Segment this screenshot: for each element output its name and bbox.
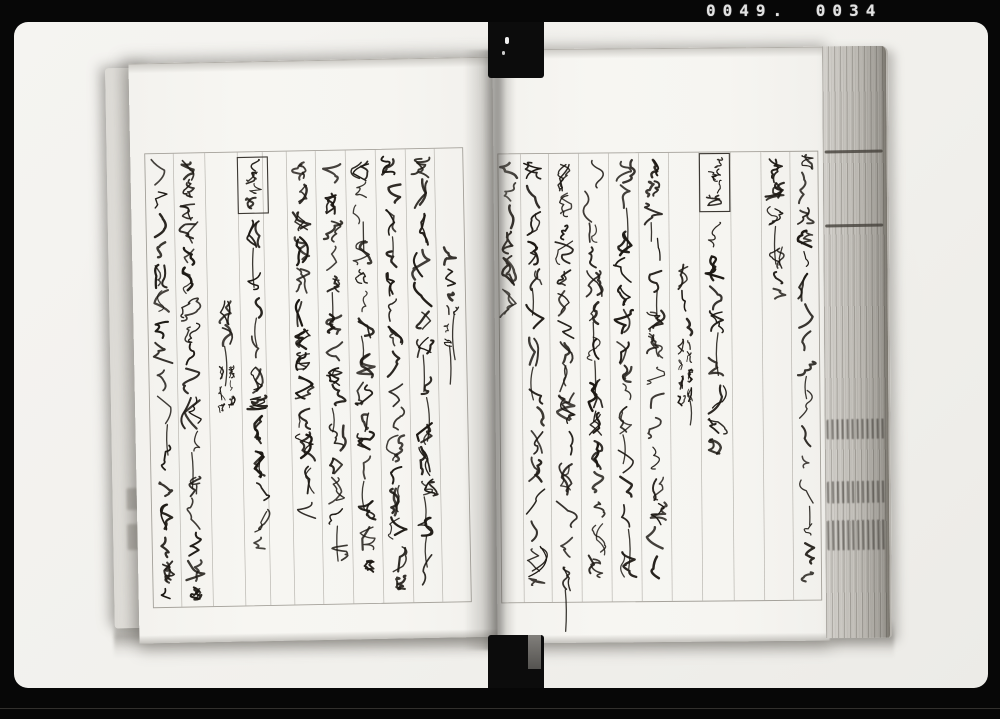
manuscript-column: [644, 160, 668, 579]
column-rule: [548, 154, 552, 602]
column-rule: [730, 152, 734, 600]
manuscript-column: [410, 158, 439, 585]
column-annotation: [442, 247, 460, 384]
column-rule: [761, 152, 765, 600]
fore-edge-ink-mark: [827, 481, 885, 504]
right-page-text: [497, 151, 822, 604]
column-rule: [668, 153, 672, 601]
fore-edge-ink-mark: [827, 520, 886, 551]
manuscript-column: [554, 164, 578, 631]
column-rule: [205, 153, 214, 606]
column-rule: [237, 153, 246, 606]
column-rule: [315, 151, 324, 604]
fore-edge-stack: [822, 46, 892, 638]
column-header-box: [237, 157, 275, 549]
right-page: [492, 47, 830, 644]
bottom-binding-clamp: [488, 635, 544, 688]
manuscript-column: [499, 163, 518, 317]
photo-area: [14, 22, 988, 688]
column-rule: [790, 152, 794, 600]
frame-counter: 0049. 0034: [706, 1, 883, 20]
top-binding-clamp: [488, 22, 544, 78]
column-rule: [638, 153, 642, 601]
left-page: [128, 56, 511, 643]
clamp-metal-strip: [528, 635, 541, 669]
column-rule: [405, 149, 414, 602]
manuscript-column: [796, 155, 817, 582]
manuscript-column: [351, 161, 379, 572]
clamp-highlight: [502, 51, 505, 55]
column-rule: [375, 150, 384, 603]
manuscript-column: [322, 164, 348, 561]
manuscript-column: [583, 161, 607, 578]
fore-edge-ink-mark: [825, 150, 883, 154]
fore-edge-ink-mark: [825, 224, 883, 228]
column-rule: [262, 152, 271, 605]
column-header-box: [699, 153, 732, 453]
column-rule: [608, 153, 612, 601]
column-rule: [434, 149, 443, 602]
scan-artifact-line: [0, 708, 1000, 709]
manuscript-column: [381, 156, 408, 589]
column-annotation: [677, 265, 693, 425]
manuscript-column: [150, 159, 177, 598]
column-rule: [173, 154, 182, 607]
fore-edge-ink-mark: [826, 419, 884, 440]
column-rule: [578, 154, 582, 602]
manuscript-column: [613, 160, 638, 577]
clamp-highlight: [505, 37, 509, 44]
column-rule: [520, 154, 524, 602]
manuscript-column: [524, 162, 548, 585]
column-annotation: [216, 301, 235, 413]
column-rule: [345, 150, 354, 603]
left-page-text: [144, 147, 472, 608]
manuscript-column: [290, 162, 316, 518]
column-rule: [286, 152, 295, 605]
manuscript-column: [765, 159, 785, 299]
column-rule: [699, 153, 703, 601]
